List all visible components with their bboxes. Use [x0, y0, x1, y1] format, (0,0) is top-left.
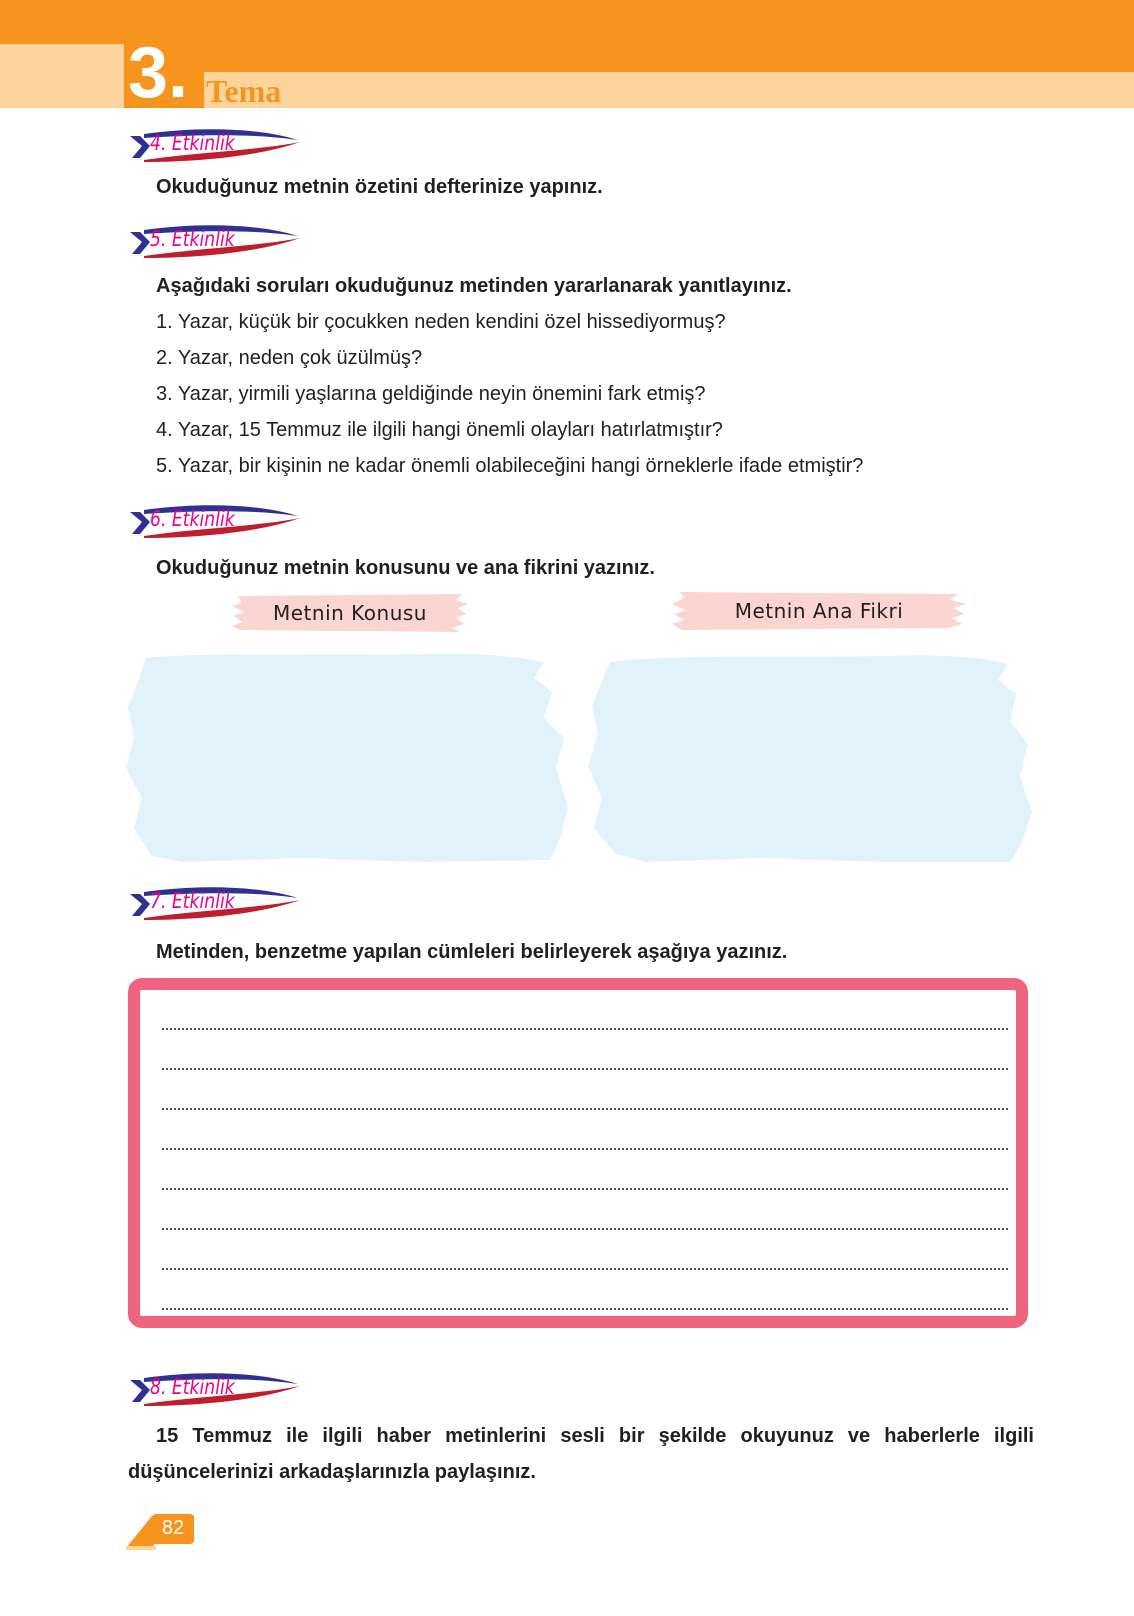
question-item: 4. Yazar, 15 Temmuz ile ilgili hangi önemli olayları hatırlatmıştır?: [156, 419, 723, 441]
activity-7-instruction: Metinden, benzetme yapılan cümleleri belirleyerek aşağıya yazınız.: [156, 941, 788, 963]
activity-6-instruction: Okuduğunuz metnin konusunu ve ana fikrini yazınız.: [156, 557, 655, 579]
topic-answer-area[interactable]: [124, 648, 570, 866]
writing-line[interactable]: [162, 1068, 1008, 1070]
topic-label-text: Metnin Konusu: [273, 601, 427, 625]
theme-title: Tema: [206, 73, 282, 109]
activity-5-label: 5. Etkinlik: [150, 227, 235, 251]
activity-7-badge: [130, 886, 302, 926]
activity-8-instruction: 15 Temmuz ile ilgili haber metinlerini sesli bir şekilde okuyunuz ve haberlerle ilgili düşüncelerinizi arkadaşlarınızla paylaşınız.: [128, 1425, 1034, 1483]
activity-8-badge: [130, 1372, 302, 1412]
writing-line[interactable]: [162, 1108, 1008, 1110]
main-idea-label: [670, 590, 968, 632]
question-item: 2. Yazar, neden çok üzülmüş?: [156, 347, 423, 369]
question-item: 3. Yazar, yirmili yaşlarına geldiğinde neyin önemini fark etmiş?: [156, 383, 706, 405]
question-item: 5. Yazar, bir kişinin ne kadar önemli olabileceğini hangi örneklerle ifade etmiştir?: [156, 455, 864, 477]
activity-8-label: 8. Etkinlik: [150, 1375, 235, 1399]
writing-box[interactable]: [128, 978, 1028, 1328]
main-idea-answer-area[interactable]: [586, 648, 1032, 866]
writing-line[interactable]: [162, 1228, 1008, 1230]
activity-5-badge: [130, 224, 302, 264]
main-idea-label-text: Metnin Ana Fikri: [734, 599, 904, 623]
header-tab-block: [0, 44, 124, 108]
writing-line[interactable]: [162, 1188, 1008, 1190]
activity-4-instruction: Okuduğunuz metnin özetini defterinize yapınız.: [156, 176, 603, 198]
activity-5-instruction: Aşağıdaki soruları okuduğunuz metinden yararlanarak yanıtlayınız.: [156, 275, 792, 297]
activity-7-label: 7. Etkinlik: [150, 889, 235, 913]
activity-6-badge: [130, 504, 302, 544]
writing-line[interactable]: [162, 1028, 1008, 1030]
question-item: 1. Yazar, küçük bir çocukken neden kendini özel hissediyormuş?: [156, 311, 726, 333]
activity-6-label: 6. Etkinlik: [150, 507, 235, 531]
activity-4-label: 4. Etkinlik: [150, 131, 235, 155]
writing-line[interactable]: [162, 1148, 1008, 1150]
writing-line[interactable]: [162, 1308, 1008, 1310]
activity-4-badge: [130, 128, 302, 168]
writing-line[interactable]: [162, 1268, 1008, 1270]
theme-number: 3.: [128, 33, 189, 113]
topic-label: [230, 592, 470, 634]
page-number: 82: [161, 1517, 185, 1539]
